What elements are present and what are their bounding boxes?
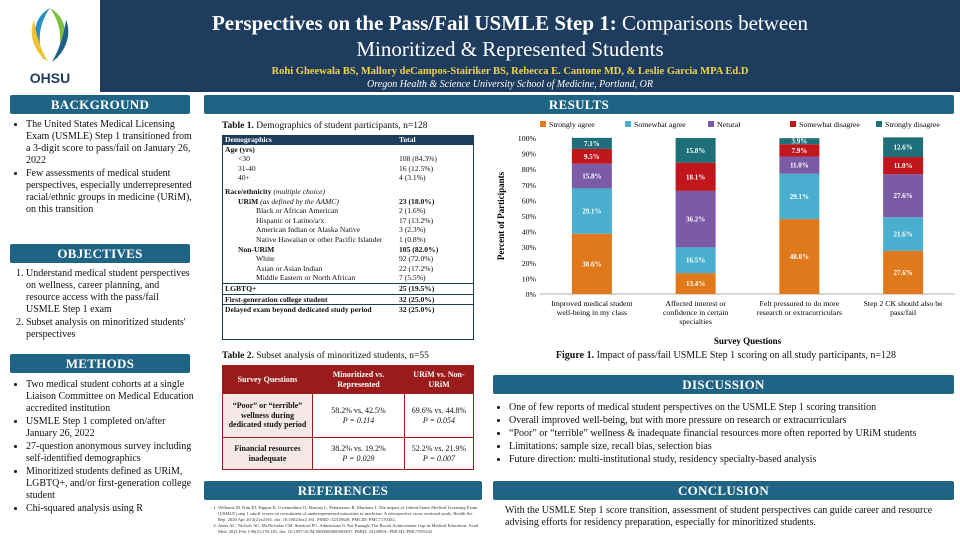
methods-list xyxy=(14,379,194,515)
table2-row xyxy=(223,394,474,438)
y-axis-title: Percent of Participants xyxy=(496,171,506,261)
y-tick-label: 60% xyxy=(521,196,536,206)
row-label-text: 31-40 xyxy=(238,163,256,173)
discussion-bullet: • Overall improved well-being, but with more pressure on research or extracurriculars xyxy=(509,415,959,427)
bar-data-label: 11.0% xyxy=(893,162,913,171)
bar-data-label: 7.1% xyxy=(584,139,600,148)
conclusion-heading: CONCLUSION xyxy=(493,481,954,500)
y-tick-label: 80% xyxy=(521,165,536,175)
bar-data-label: 3.9% xyxy=(791,137,808,146)
results-heading: RESULTS xyxy=(204,95,954,114)
table1-title xyxy=(222,121,428,131)
methods-bullet: • Minoritized students defined as URiM, LGBTQ+, and/or first-generation college student xyxy=(26,466,194,502)
ohsu-emblem-icon xyxy=(0,0,100,70)
background-bullet: • The United States Medical Licensing Exam (USMLE) Step 1 transitioned from a 3-digit score to pass/fail on January 26, 2022 xyxy=(26,119,192,167)
logo-text: OHSU xyxy=(29,70,71,86)
row-label-note: (multiple choice) xyxy=(273,186,325,196)
bar-data-label: 16.5% xyxy=(686,256,706,265)
methods-bullet: • Two medical student cohorts at a single Liaison Committee on Medical Education accredited institution xyxy=(26,379,194,415)
table2-result-cell xyxy=(404,394,473,438)
y-tick-label: 40% xyxy=(521,227,536,237)
bar-data-label: 11.0% xyxy=(789,161,809,170)
table1-row xyxy=(222,206,474,216)
bar-data-label: 12.6% xyxy=(893,143,913,152)
table1-row xyxy=(222,305,474,315)
x-category-label: Step 2 CK should also be xyxy=(863,299,943,308)
table1-row xyxy=(222,197,474,207)
discussion-bullet: • Future direction: multi-institutional study, residency specialty-based analysis xyxy=(509,454,959,466)
table1-row-value xyxy=(396,183,474,197)
table1-row-value: 2 (1.6%) xyxy=(399,206,426,216)
row-label-text: Middle Eastern or North African xyxy=(256,273,356,283)
result-percentages: 38.2% vs. 19.2% xyxy=(331,444,386,453)
x-category-label: research or extracurriculars xyxy=(756,308,843,317)
affiliation: Oregon Health & Science University School of Medicine, Portland, OR xyxy=(367,79,653,90)
table2-header-1: Minoritized vs. Represented xyxy=(313,366,405,394)
row-label-text: Hispanic or Latino/a/x xyxy=(256,215,325,225)
demographics-table xyxy=(222,135,474,315)
legend-label: Strongly disagree xyxy=(885,120,940,129)
y-tick-label: 30% xyxy=(521,243,536,253)
table2-caption: Subset analysis of minoritized students, n=55 xyxy=(256,351,429,361)
result-p-value: P = 0.029 xyxy=(342,453,375,463)
table1-label: Table 1. xyxy=(222,121,254,131)
conclusion-text: With the USMLE Step 1 score transition, assessment of student perspectives can guide career and resource advising efforts for residency preparation, especially for minoritized students. xyxy=(505,505,933,528)
objective-item: 1. Understand medical student perspectives on wellness, career planning, and resource access with the pass/fail USMLE Step 1 exam xyxy=(26,268,195,316)
row-label-text: Black or African American xyxy=(256,206,339,216)
table1-row-value: 22 (17.2%) xyxy=(399,263,434,273)
result-percentages: 58.2% vs. 42.5% xyxy=(331,406,386,415)
table1-row-label xyxy=(222,197,396,207)
table1-caption: Demographics of student participants, n=128 xyxy=(256,121,428,131)
table2-title xyxy=(222,351,429,361)
table1-row-label xyxy=(222,183,396,197)
table1-row xyxy=(222,164,474,174)
table1-row-value: 16 (12.5%) xyxy=(399,163,434,173)
table1-row-label xyxy=(222,235,396,245)
result-percentages: 52.2% vs. 21.9% xyxy=(411,444,467,453)
bar-data-label: 29.1% xyxy=(582,207,602,216)
table2-question: Financial resources inadequate xyxy=(223,438,313,470)
y-tick-label: 10% xyxy=(521,274,536,284)
x-category-label: confidence in certain xyxy=(662,308,729,317)
table1-row-label xyxy=(222,305,396,315)
y-tick-label: 50% xyxy=(521,212,536,221)
background-text xyxy=(14,119,192,217)
y-tick-label: 20% xyxy=(521,258,536,268)
methods-text xyxy=(14,379,194,516)
row-label-text: Non-URiM xyxy=(238,244,275,254)
authors: Rohi Gheewala BS, Mallory deCampos-Stairiker BS, Rebecca E. Cantone MD, & Leslie Garcia MPA Ed.D xyxy=(271,66,749,77)
table1-row-value: 3 (2.3%) xyxy=(399,225,426,235)
table1-row-label xyxy=(222,216,396,226)
background-bullet: • Few assessments of medical student perspectives, especially underrepresented racial/ethnic groups in medicine (URiM), on this transition xyxy=(26,168,192,216)
row-label-note: (as defined by the AAMC) xyxy=(260,196,339,206)
table1-row-value: 32 (25.0%) xyxy=(396,294,474,305)
row-label-text: Age (yrs) xyxy=(225,144,255,154)
row-label-text: LGBTQ+ xyxy=(225,283,257,293)
table2-label: Table 2. xyxy=(222,351,254,361)
bar-data-label: 29.1% xyxy=(789,192,809,201)
bar-data-label: 15.8% xyxy=(582,172,602,181)
table2-result-cell xyxy=(404,438,473,470)
table1-row-label xyxy=(222,283,396,294)
row-label-text: URiM xyxy=(238,196,259,206)
x-category-label: Improved medical student xyxy=(551,299,633,308)
table1-row-label xyxy=(222,225,396,235)
table2-header-row xyxy=(223,366,474,394)
table1-row xyxy=(222,216,474,226)
table1-row-value: 23 (18.0%) xyxy=(399,196,435,206)
table1-row-value: 4 (3.1%) xyxy=(399,173,426,183)
legend-swatch xyxy=(876,121,882,127)
table1-row-label xyxy=(222,245,396,255)
table1-row xyxy=(222,183,474,197)
bar-data-label: 15.8% xyxy=(686,146,706,155)
bar-data-label: 13.4% xyxy=(686,280,706,289)
table1-row-label xyxy=(222,273,396,283)
title-rest-1: Comparisons between xyxy=(622,11,809,35)
table1-row xyxy=(222,145,474,155)
table2-header-0: Survey Questions xyxy=(223,366,313,394)
table1-row-value: 25 (19.5%) xyxy=(396,283,474,294)
bar-data-label: 7.9% xyxy=(791,146,808,155)
table2-result-cell xyxy=(313,394,405,438)
result-percentages: 69.6% vs. 44.8% xyxy=(411,406,467,415)
table1-row xyxy=(222,273,474,283)
background-heading: BACKGROUND xyxy=(10,95,190,114)
result-p-value: P = 0.114 xyxy=(342,415,375,425)
table1-row xyxy=(222,173,474,183)
row-label-text: White xyxy=(256,254,275,264)
title-bold: Perspectives on the Pass/Fail USMLE Step 1: xyxy=(211,11,617,35)
background-list xyxy=(14,119,192,216)
legend-swatch xyxy=(540,121,546,127)
figure-label: Figure 1. xyxy=(555,350,595,361)
methods-heading: METHODS xyxy=(10,354,190,373)
table1-row-value: 17 (13.2%) xyxy=(399,215,434,225)
table2-result-cell xyxy=(313,438,405,470)
title-rest-2: Minoritized & Represented Students xyxy=(356,37,664,61)
figure-caption xyxy=(492,350,960,361)
table1-row xyxy=(222,254,474,264)
references-heading: REFERENCES xyxy=(204,481,482,500)
objectives-text xyxy=(10,268,195,342)
table1-row-value: 7 (5.5%) xyxy=(399,273,426,283)
row-label-text: <30 xyxy=(238,154,250,164)
table1-row-label xyxy=(222,154,396,164)
table1-row xyxy=(222,245,474,255)
discussion-list xyxy=(497,402,959,466)
row-label-text: Asian or Asian Indian xyxy=(256,263,323,273)
table1-row-value: 1 (0.8%) xyxy=(399,234,426,244)
table1-row xyxy=(222,225,474,235)
references-list xyxy=(210,505,482,535)
poster-header xyxy=(0,0,960,92)
discussion-bullet: • Limitations: sample size, recall bias, selection bias xyxy=(509,441,959,453)
objectives-list xyxy=(10,268,195,341)
objectives-heading: OBJECTIVES xyxy=(10,244,190,263)
row-label-text: Delayed exam beyond dedicated study period xyxy=(225,305,372,315)
discussion-bullet: • “Poor” or “terrible” wellness & inadequate financial resources more often reported by URiM students xyxy=(509,428,959,440)
table1-row-label xyxy=(222,254,396,264)
legend-label: Somewhat agree xyxy=(634,120,686,129)
table1-row-value xyxy=(396,145,474,155)
row-label-text: American Indian or Alaska Native xyxy=(256,225,361,235)
legend-swatch xyxy=(790,121,796,127)
table1-row xyxy=(222,283,474,294)
legend-label: Strongly agree xyxy=(549,120,595,129)
x-category-label: specialties xyxy=(679,317,712,326)
methods-bullet: • 27-question anonymous survey including self-identified demographics xyxy=(26,441,194,465)
bar-data-label: 18.1% xyxy=(686,173,706,182)
row-label-text: Native Hawaiian or other Pacific Islander xyxy=(256,234,383,244)
row-label-text: Race/ethnicity xyxy=(225,186,272,196)
reference-item: 1. Williams M, Kim EJ, Pappas K, Uwemedimo O, Marrast L, Pekmezaris R, Martinez J. The impact of United States Medical Licensing Exam (USMLE) step 1 cutoff scores on recruitment of underrepresented minorities in medicine: A retrospective cross-sectional study. Health Sci Rep. 2020 Apr 20;3(2):e2161. doi: 10.1002/hsr2.161. PMID: 32318628; PMCID: PMC7170452. xyxy=(218,505,482,523)
table1-row-value: 32 (25.0%) xyxy=(396,305,474,315)
figure-caption-text: Impact of pass/fail USMLE Step 1 scoring on all study participants, n=128 xyxy=(596,350,897,361)
result-p-value: P = 0.054 xyxy=(422,415,456,425)
x-axis-title: Survey Questions xyxy=(713,336,782,346)
table2-header-2: URiM vs. Non-URiM xyxy=(404,366,473,394)
x-category-label: pass/fail xyxy=(890,308,917,317)
y-tick-label: 90% xyxy=(521,149,536,159)
table1-row-label xyxy=(222,294,396,305)
legend-swatch xyxy=(625,121,631,127)
methods-bullet: • USMLE Step 1 completed on/after January 26, 2022 xyxy=(26,416,194,440)
table1-row-value: 108 (84.3%) xyxy=(399,154,437,164)
bar-data-label: 21.6% xyxy=(893,230,913,239)
table1-col2: Total xyxy=(396,135,474,145)
bar-data-label: 48.0% xyxy=(789,253,809,262)
table1-header-row xyxy=(222,135,474,145)
bar-data-label: 36.2% xyxy=(686,215,706,224)
y-tick-label: 100% xyxy=(517,134,536,143)
x-category-label: Felt pressured to do more xyxy=(759,299,840,308)
discussion-text xyxy=(497,402,959,467)
table1-row-label xyxy=(222,164,396,174)
row-label-text: First-generation college student xyxy=(225,294,328,304)
objective-item: 2. Subset analysis on minoritized students' perspectives xyxy=(26,317,195,341)
ohsu-logo xyxy=(0,0,100,92)
table1-row xyxy=(222,154,474,164)
table1-row xyxy=(222,294,474,305)
table1-row-label xyxy=(222,173,396,183)
bar-data-label: 38.6% xyxy=(582,260,602,269)
table1-col1: Demographics xyxy=(222,135,396,145)
result-p-value: P = 0.007 xyxy=(422,453,456,463)
table1-row-label xyxy=(222,145,396,155)
table2-question: “Poor” or “terrible” wellness during dedicated study period xyxy=(223,394,313,438)
row-label-text: 40+ xyxy=(238,173,250,183)
legend-label: Netural xyxy=(717,120,741,129)
discussion-heading: DISCUSSION xyxy=(493,375,954,394)
reference-item: 2. Jones AC, Nichols AC, McNicholas CM, Stanford FC. Admissions Is Not Enough: The Racial Achievement Gap in Medical Education. Acad Med. 2021 Feb 1;96(2):176-181. doi: 10.1097/ACM.0000000000003837. PMID: 33149091; PMCID: PMC7855342. xyxy=(218,523,482,535)
y-tick-label: 0% xyxy=(525,290,536,299)
table1-row xyxy=(222,264,474,274)
references-text xyxy=(210,505,482,535)
table1-row xyxy=(222,235,474,245)
table1-row-label xyxy=(222,206,396,216)
legend-swatch xyxy=(708,121,714,127)
subset-table xyxy=(222,365,474,470)
x-category-label: Affected interest or xyxy=(665,299,726,308)
table1-row-value: 92 (72.0%) xyxy=(399,254,434,264)
legend-label: Somewhat disagree xyxy=(799,120,860,129)
table1-row-value: 105 (82.0%) xyxy=(399,244,439,254)
discussion-bullet: • One of few reports of medical student perspectives on the USMLE Step 1 scoring transition xyxy=(509,402,959,414)
likert-stacked-bar-chart xyxy=(490,112,960,348)
x-category-label: well-being in my class xyxy=(556,308,628,317)
table2-row xyxy=(223,438,474,470)
bar-data-label: 9.5% xyxy=(584,152,600,161)
table1-row-label xyxy=(222,264,396,274)
poster-title xyxy=(140,10,880,62)
y-tick-label: 70% xyxy=(521,180,536,190)
bar-data-label: 27.6% xyxy=(893,268,913,277)
bar-data-label: 27.6% xyxy=(893,192,913,201)
methods-bullet: • Chi-squared analysis using R xyxy=(26,503,194,515)
